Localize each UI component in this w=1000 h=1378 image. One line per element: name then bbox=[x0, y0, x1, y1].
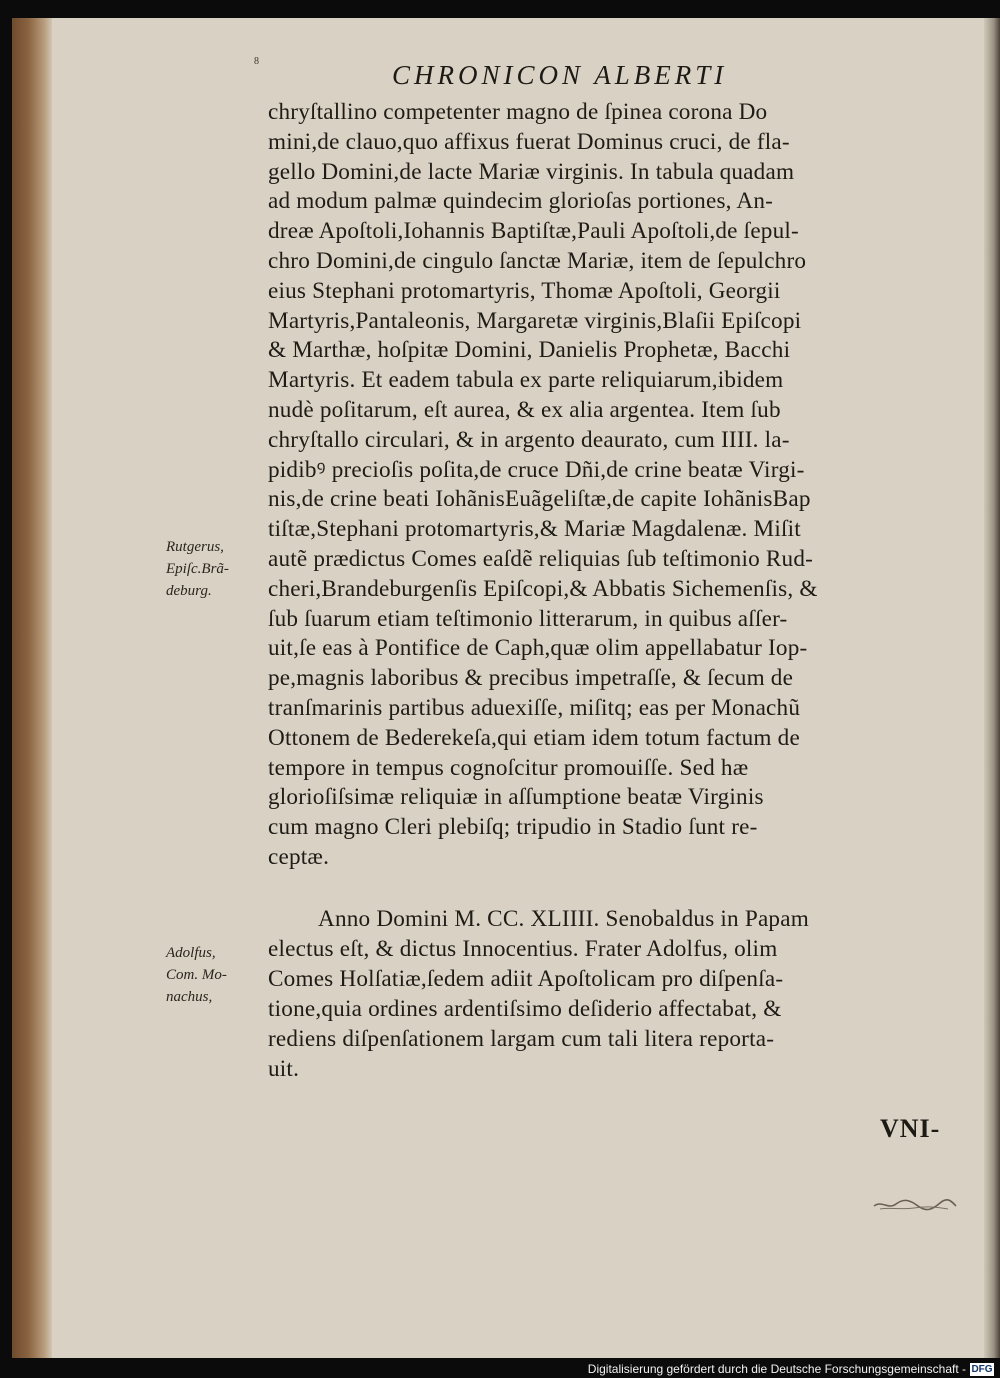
text-line: chro Domini,de cingulo ſanctæ Mariæ, item de ſepulchro bbox=[268, 247, 807, 274]
text-line: electus eſt, & dictus Innocentius. Frater Adolfus, olim bbox=[268, 936, 778, 962]
text-line: uit. bbox=[268, 1056, 300, 1082]
text-line: ſub ſuarum etiam teſtimonio litterarum, in quibus aſſer- bbox=[268, 605, 788, 632]
page-number: 8 bbox=[254, 56, 259, 67]
text-line: tiſtæ,Stephani protomartyris,& Mariæ Magdalenæ. Miſit bbox=[268, 516, 801, 543]
text-line: chryſtallino competenter magno de ſpinea corona Do bbox=[268, 99, 768, 125]
text-line: rediens diſpenſationem largam cum tali litera reporta- bbox=[268, 1026, 775, 1052]
text-line: ceptæ. bbox=[268, 843, 330, 870]
marginal-note-line: Rutgerus, bbox=[166, 539, 224, 555]
marginal-note-line: deburg. bbox=[166, 583, 212, 599]
marginal-note-rutgerus bbox=[166, 536, 266, 602]
text-line: uit,ſe eas à Pontifice de Caph,quæ olim appellabatur Iop- bbox=[268, 635, 808, 662]
text-line: pidibꝰ precioſis poſita,de cruce Dñi,de crine beatæ Virgi- bbox=[268, 456, 805, 483]
second-paragraph bbox=[268, 904, 968, 1084]
text-line: Comes Holſatiæ,ſedem adiit Apoſtolicam pro diſpenſa- bbox=[268, 966, 784, 992]
marginal-note-line: Com. Mo- bbox=[166, 967, 227, 983]
marginal-note-adolfus bbox=[166, 942, 266, 1008]
text-line: glorioſiſsimæ reliquiæ in aſſumptione beatæ Virginis bbox=[268, 784, 764, 811]
text-line: pe,magnis laboribus & precibus impetraſſe, & ſecum de bbox=[268, 665, 794, 692]
text-line: chryſtallo circulari, & in argento deaurato, cum IIII. la- bbox=[268, 426, 790, 453]
text-line: gello Domini,de lacte Mariæ virginis. In tabula quadam bbox=[268, 158, 795, 185]
text-line: Anno Domini M. CC. XLIIII. Senobaldus in Papam bbox=[318, 906, 809, 932]
text-line: tempore in tempus cognoſcitur promouiſſe. Sed hæ bbox=[268, 754, 749, 781]
book-page bbox=[12, 18, 1000, 1358]
text-line: & Marthæ, hoſpitæ Domini, Danielis Prophetæ, Bacchi bbox=[268, 337, 791, 364]
text-line: tione,quia ordines ardentiſsimo deſiderio affectabat, & bbox=[268, 996, 782, 1022]
text-line: Ottonem de Bederekeſa,qui etiam idem totum factum de bbox=[268, 724, 800, 751]
running-head: CHRONICON ALBERTI bbox=[392, 60, 728, 90]
text-line: Martyris. Et eadem tabula ex parte reliquiarum,ibidem bbox=[268, 367, 784, 394]
text-line: Martyris,Pantaleonis, Margaretæ virginis,Blaſii Epiſcopi bbox=[268, 307, 802, 334]
text-line: eius Stephani protomartyris, Thomæ Apoſtoli, Georgii bbox=[268, 277, 781, 304]
text-line: nis,de crine beati IohãnisEuãgeliſtæ,de capite IohãnisBap bbox=[268, 486, 811, 513]
text-line: tranſmarinis partibus aduexiſſe, miſitq; eas per Monachũ bbox=[268, 694, 801, 721]
book-binding-edge bbox=[12, 18, 52, 1358]
text-line: ad modum palmæ quindecim glorioſas portiones, An- bbox=[268, 188, 774, 215]
text-line: cheri,Brandeburgenſis Epiſcopi,& Abbatis Sichemenſis, & bbox=[268, 575, 818, 602]
library-stamp-icon bbox=[870, 1194, 960, 1214]
main-paragraph bbox=[268, 98, 968, 873]
marginal-note-line: nachus, bbox=[166, 989, 213, 1005]
catchword: VNI- bbox=[880, 1114, 941, 1143]
text-line: nudè poſitarum, eſt aurea, & ex alia argentea. Item ſub bbox=[268, 396, 781, 423]
digitization-credit: Digitalisierung gefördert durch die Deutsche Forschungsgemeinschaft - bbox=[587, 1362, 966, 1376]
dfg-logo: DFG bbox=[971, 1364, 993, 1375]
page-fore-edge bbox=[984, 18, 1000, 1358]
text-line: dreæ Apoſtoli,Iohannis Baptiſtæ,Pauli Apoſtoli,de ſepul- bbox=[268, 218, 799, 245]
text-line: autẽ prædictus Comes eaſdẽ reliquias ſub teſtimonio Rud- bbox=[268, 545, 814, 572]
text-line: mini,de clauo,quo affixus fuerat Dominus cruci, de fla- bbox=[268, 128, 790, 155]
text-line: cum magno Cleri plebiſq; tripudio in Stadio ſunt re- bbox=[268, 814, 758, 841]
marginal-note-line: Adolfus, bbox=[166, 945, 216, 961]
marginal-note-line: Epiſc.Brã- bbox=[166, 561, 229, 577]
